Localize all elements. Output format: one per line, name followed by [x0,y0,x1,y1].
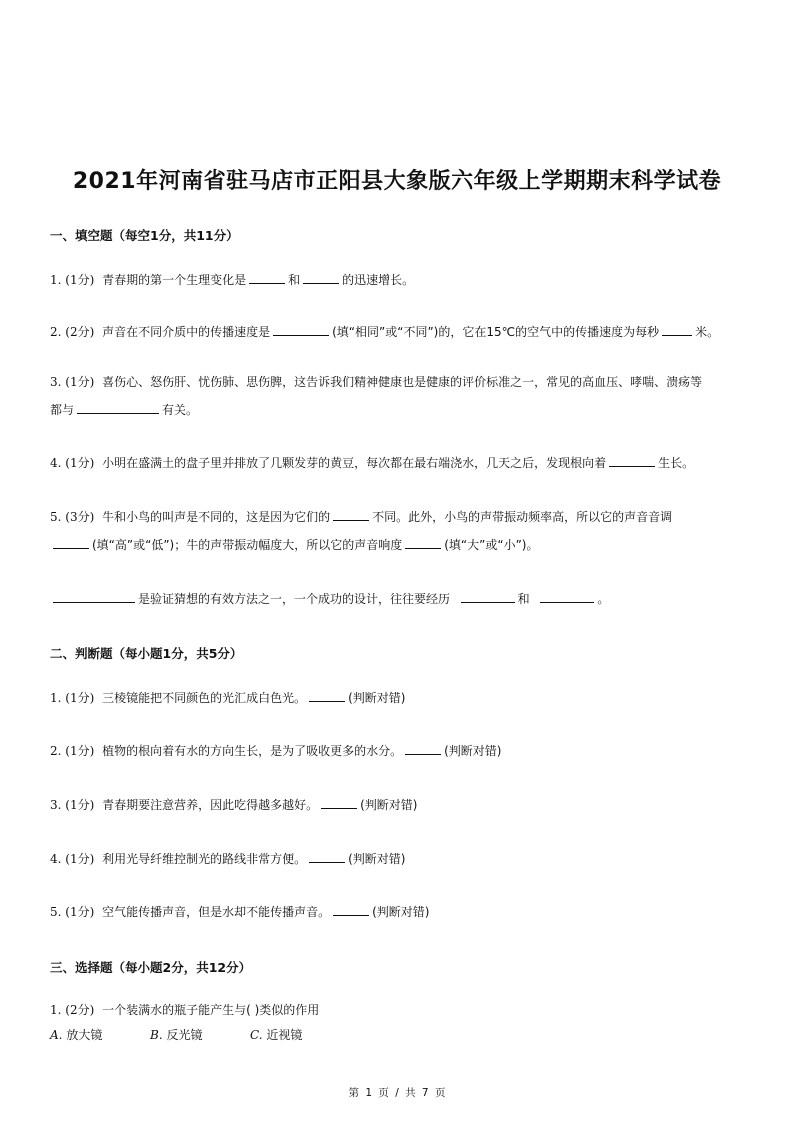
question-suffix: (判断对错) [444,744,502,758]
option-letter: A. [50,1028,63,1042]
question-suffix: (判断对错) [372,905,430,919]
answer-blank[interactable] [273,322,329,336]
answer-blank[interactable] [53,589,135,603]
question-suffix: (判断对错) [348,852,406,866]
answer-blank[interactable] [309,688,345,702]
judge-question-2 [50,737,750,765]
answer-blank[interactable] [303,270,339,284]
question-text: 米。 [695,325,720,339]
question-text: 青春期的第一个生理变化是 [102,273,247,287]
question-number: 4. (1分) [50,456,95,470]
answer-blank[interactable] [333,507,369,521]
judge-question-5 [50,898,750,926]
question-suffix: (判断对错) [348,691,406,705]
option-letter: C. [250,1028,263,1042]
question-number: 1. (1分) [50,691,95,705]
question-text: (填“高”或“低”)；牛的声带振动幅度大，所以它的声音响度 [92,538,403,552]
question-text: 都与 [50,403,75,417]
question-text: 喜伤心、怒伤肝、忧伤肺、思伤脾，这告诉我们精神健康也是健康的评价标准之一，常见的高血压、哮喘、溃疡等 [102,375,703,389]
question-text: 青春期要注意营养，因此吃得越多越好。 [102,798,319,812]
answer-blank[interactable] [461,589,515,603]
choice-options [50,1021,750,1049]
question-number: 4. (1分) [50,852,95,866]
option-c[interactable] [250,1021,350,1049]
judge-question-1 [50,684,750,712]
option-b[interactable] [150,1021,250,1049]
fill-question-4 [50,449,750,477]
choice-question-1 [50,996,750,1024]
question-text: (填“大”或“小”)。 [444,538,539,552]
question-suffix: (判断对错) [360,798,418,812]
question-text: 有关。 [162,403,199,417]
question-text: 一个装满水的瓶子能产生与( )类似的作用 [102,1003,320,1017]
fill-question-3 [50,368,750,424]
answer-blank[interactable] [321,795,357,809]
answer-blank[interactable] [333,902,369,916]
page-footer: 第 1 页 / 共 7 页 [348,1087,446,1099]
question-text: 是验证猜想的有效方法之一，一个成功的设计，往往要经历 [138,592,451,606]
judge-question-3 [50,791,750,819]
answer-blank[interactable] [249,270,285,284]
question-text: 的迅速增长。 [342,273,415,287]
question-text: 空气能传播声音，但是水却不能传播声音。 [102,905,331,919]
question-text: 植物的根向着有水的方向生长，是为了吸收更多的水分。 [102,744,403,758]
question-text: (填“相同”或“不同”)的，它在15℃的空气中的传播速度为每秒 [332,325,660,339]
question-text: 三棱镜能把不同颜色的光汇成白色光。 [102,691,307,705]
question-text: 牛和小鸟的叫声是不同的，这是因为它们的 [102,510,331,524]
option-letter: B. [150,1028,163,1042]
answer-blank[interactable] [77,400,159,414]
question-number: 3. (1分) [50,375,95,389]
judge-question-4 [50,845,750,873]
option-text: 反光镜 [166,1028,203,1042]
question-text: 声音在不同介质中的传播速度是 [102,325,271,339]
answer-blank[interactable] [309,849,345,863]
section-heading-judge: 二、判断题（每小题1分，共5分） [50,646,243,661]
question-text: 不同。此外，小鸟的声带振动频率高，所以它的声音音调 [372,510,673,524]
fill-question-5 [50,503,750,559]
question-number: 5. (1分) [50,905,95,919]
fill-question-1 [50,266,750,294]
option-a[interactable] [50,1021,150,1049]
option-text: 近视镜 [266,1028,303,1042]
answer-blank[interactable] [609,453,655,467]
section-heading-choice: 三、选择题（每小题2分，共12分） [50,960,252,975]
fill-question-6 [50,585,750,613]
option-text: 放大镜 [66,1028,103,1042]
answer-blank[interactable] [662,322,692,336]
question-text: 。 [597,592,610,606]
question-text: 生长。 [658,456,695,470]
answer-blank[interactable] [53,535,89,549]
question-number: 2. (2分) [50,325,95,339]
question-number: 5. (3分) [50,510,95,524]
question-text: 小明在盛满土的盘子里并排放了几颗发芽的黄豆，每次都在最右端浇水，几天之后，发现根向着 [102,456,607,470]
question-number: 3. (1分) [50,798,95,812]
question-number: 1. (2分) [50,1003,95,1017]
answer-blank[interactable] [540,589,594,603]
answer-blank[interactable] [405,535,441,549]
question-number: 1. (1分) [50,273,95,287]
section-heading-fill: 一、填空题（每空1分，共11分） [50,228,239,243]
question-text: 利用光导纤维控制光的路线非常方便。 [102,852,307,866]
fill-question-2 [50,318,750,346]
answer-blank[interactable] [405,741,441,755]
question-number: 2. (1分) [50,744,95,758]
question-text: 和 [288,273,301,287]
page-title: 2021年河南省驻马店市正阳县大象版六年级上学期期末科学试卷 [72,169,722,194]
question-text: 和 [517,592,530,606]
